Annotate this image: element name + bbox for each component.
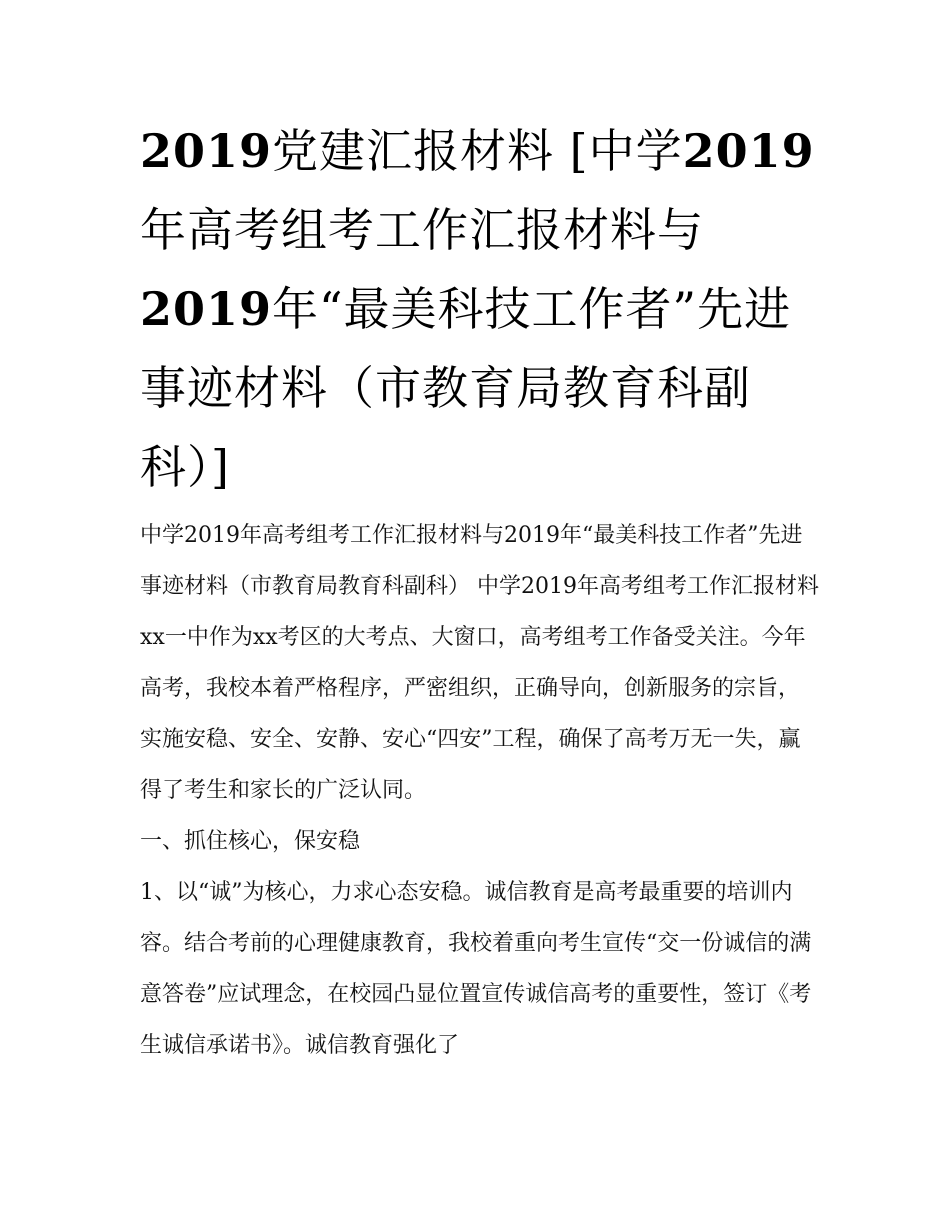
section-heading: 一、抓住核心，保安稳 xyxy=(140,829,361,854)
body-paragraph: 中学2019年高考组考工作汇报材料与2019年“最美科技工作者”先进事迹材料（市教育局教育科副科） 中学2019年高考组考工作汇报材料 xyxy=(140,523,819,599)
document-body xyxy=(140,510,820,1071)
body-paragraph: xx一中作为xx考区的大考点、大窗口，高考组考工作备受关注。今年高考，我校本着严格程序，严密组织，正确导向，创新服务的宗旨，实施安稳、安全、安静、安心“四安”工程，确保了高考万无一失，赢得了考生和家长的广泛认同。 xyxy=(140,625,806,803)
title-year-2: 2019 xyxy=(682,124,815,178)
title-year-3: 2019 xyxy=(140,282,273,336)
title-text-1: 党建汇报材料 [中学 xyxy=(272,124,683,178)
document-title xyxy=(140,112,820,507)
title-text-2: 年高考组考工作汇报材料与 xyxy=(140,203,704,257)
title-year-1: 2019 xyxy=(140,124,273,178)
body-paragraph: 1、以“诚”为核心，力求心态安稳。诚信教育是高考最重要的培训内容。结合考前的心理健康教育，我校着重向考生宣传“交一份诚信的满意答卷”应试理念，在校园凸显位置宣传诚信高考的重要性，签订《考生诚信承诺书》。诚信教育强化了 xyxy=(140,880,812,1058)
title-text-3: 年“最美科技工作者”先进事迹材料（市教育局教育科副科）] xyxy=(140,282,792,494)
